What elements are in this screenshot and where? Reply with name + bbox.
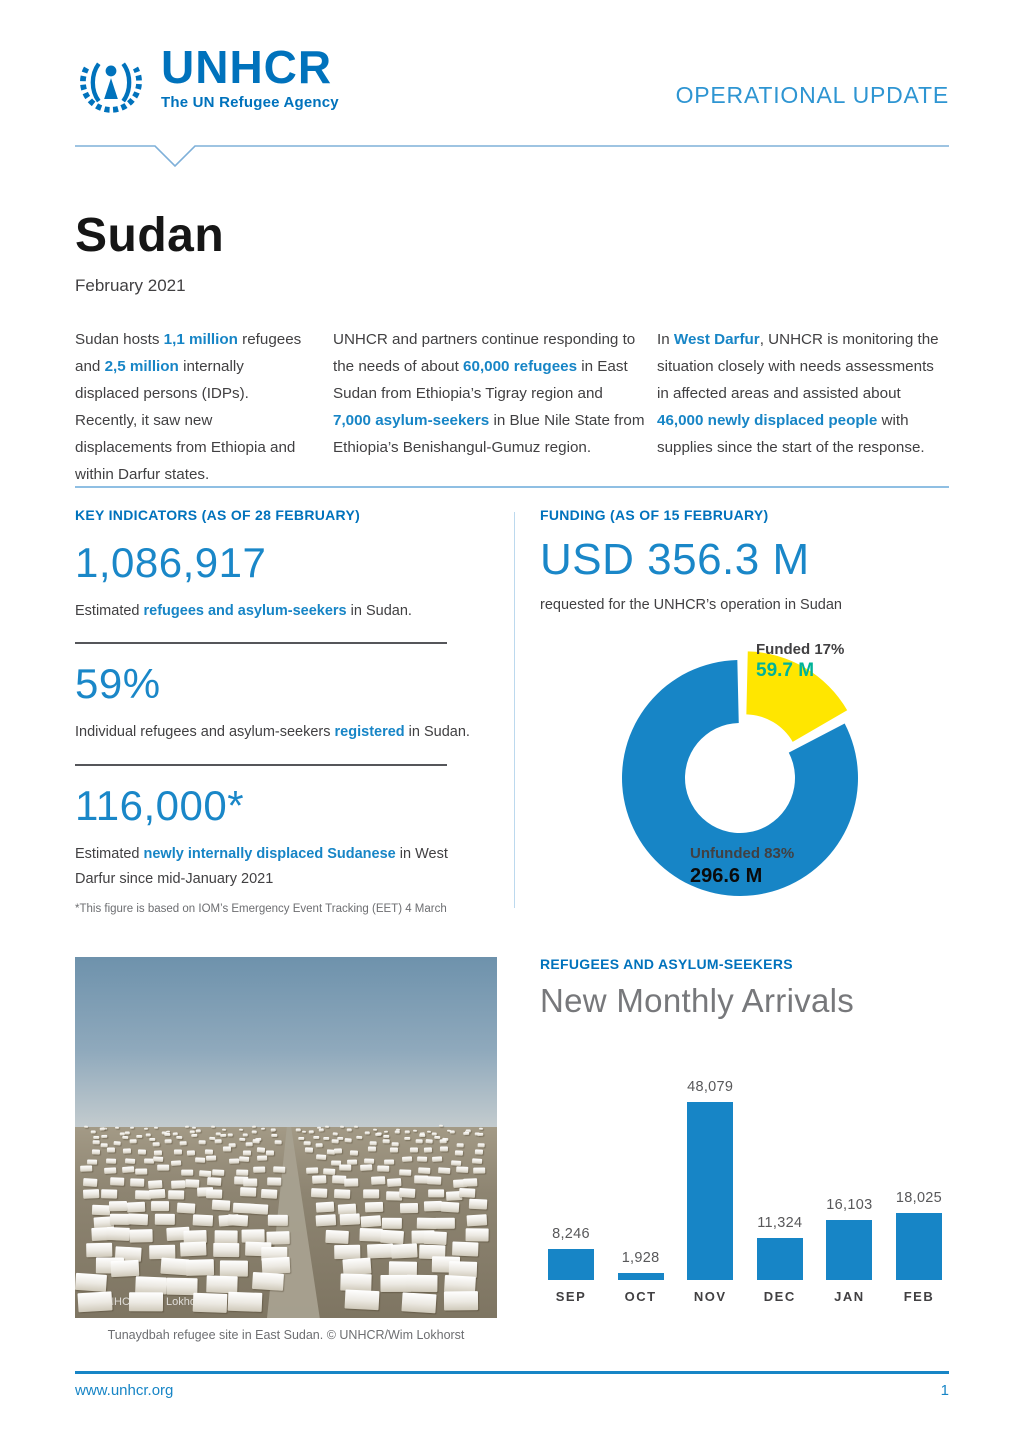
tent — [251, 1125, 255, 1127]
tent — [138, 1150, 146, 1155]
indicator-value-idps: 116,000* — [75, 781, 245, 829]
tent — [431, 1132, 436, 1135]
tent — [325, 1230, 348, 1244]
tent — [373, 1128, 377, 1130]
body-text: , UNHCR is monitoring the situation closely with needs assessments in affected areas and assisted about — [657, 331, 939, 403]
tent — [101, 1189, 117, 1198]
photo-sky — [75, 957, 497, 1127]
tent — [165, 1139, 172, 1143]
tent — [339, 1213, 360, 1225]
tent — [190, 1131, 195, 1134]
tent — [441, 1202, 459, 1213]
tent — [414, 1176, 428, 1184]
tent — [157, 1165, 169, 1171]
tent — [399, 1169, 411, 1176]
tent — [298, 1137, 304, 1140]
tent — [266, 1151, 274, 1156]
emphasis-text: 2,5 million — [104, 358, 179, 376]
tent — [250, 1203, 268, 1214]
bar — [618, 1273, 664, 1280]
tent — [104, 1167, 116, 1174]
tent — [459, 1188, 475, 1197]
tent — [316, 1201, 334, 1212]
tent — [176, 1136, 182, 1139]
indicator-footnote: *This figure is based on IOM’s Emergency Event Tracking (EET) 4 March — [75, 902, 447, 915]
bar-value-label: 48,079 — [687, 1079, 734, 1095]
page-title: Sudan — [75, 209, 225, 262]
tent — [228, 1133, 233, 1136]
tent — [268, 1177, 282, 1185]
tent — [438, 1167, 450, 1174]
arrivals-kicker: REFUGEES AND ASYLUM-SEEKERS — [540, 956, 793, 972]
tent — [130, 1179, 144, 1187]
tent — [333, 1133, 338, 1136]
tent — [479, 1128, 483, 1130]
funding-heading: FUNDING (AS OF 15 FEBRUARY) — [540, 507, 769, 523]
tent — [350, 1150, 358, 1155]
tent — [241, 1229, 264, 1242]
tent — [257, 1156, 267, 1162]
tent — [90, 1131, 95, 1134]
emphasis-text: 60,000 refugees — [463, 358, 578, 376]
tent — [106, 1227, 129, 1241]
tent — [345, 1290, 380, 1310]
bar-value-label: 8,246 — [552, 1226, 590, 1242]
tent — [92, 1140, 99, 1144]
tent — [260, 1128, 264, 1130]
tent — [180, 1241, 206, 1256]
tent — [390, 1148, 398, 1153]
tent — [151, 1201, 169, 1211]
unhcr-emblem-icon — [75, 44, 147, 118]
tent — [345, 1179, 359, 1187]
tent — [154, 1127, 158, 1129]
tent — [444, 1291, 478, 1310]
tent — [382, 1218, 402, 1229]
funding-donut-chart — [540, 623, 950, 925]
tent — [243, 1150, 251, 1155]
funded-label: Funded 17% — [756, 641, 845, 658]
body-text: with supplies since the start of the response. — [657, 412, 925, 457]
bar-month-label: NOV — [693, 1289, 727, 1304]
photo-credit-watermark: Lokhorst — [165, 1296, 209, 1308]
emphasis-text: newly internally displaced Sudanese — [143, 845, 396, 862]
tent — [88, 1159, 98, 1165]
tent — [83, 1125, 87, 1127]
bar-month-label: SEP — [555, 1289, 587, 1304]
page-number: 1 — [940, 1382, 949, 1399]
tent — [361, 1215, 382, 1228]
emphasis-text: 7,000 asylum-seekers — [333, 412, 490, 430]
tent — [338, 1203, 356, 1214]
tent — [185, 1179, 199, 1187]
tent — [171, 1180, 185, 1188]
tent — [78, 1291, 113, 1312]
funding-amount: USD 356.3 M — [540, 535, 810, 584]
tent — [400, 1203, 418, 1213]
bar-month-label: JAN — [834, 1289, 865, 1304]
tent — [106, 1158, 116, 1164]
tent — [435, 1217, 455, 1228]
tent — [334, 1189, 350, 1198]
tent — [101, 1143, 108, 1147]
tent — [192, 1293, 227, 1313]
tent — [193, 1215, 214, 1227]
tent — [149, 1189, 165, 1198]
tent — [402, 1293, 437, 1314]
emphasis-text: registered — [334, 724, 405, 741]
body-text: in Sudan. — [346, 603, 412, 619]
tent — [123, 1148, 131, 1153]
tent — [145, 1133, 150, 1136]
tent — [466, 1214, 487, 1226]
tent — [368, 1146, 376, 1151]
tent — [199, 1140, 206, 1144]
tent — [93, 1135, 99, 1138]
tent — [171, 1160, 181, 1166]
tent — [424, 1201, 442, 1212]
tent — [83, 1189, 99, 1198]
bar-month-label: OCT — [624, 1289, 657, 1304]
tent — [155, 1213, 175, 1224]
tent — [323, 1137, 329, 1140]
tent — [213, 1243, 239, 1257]
tent — [135, 1168, 147, 1175]
photo-caption: Tunaydbah refugee site in East Sudan. © UNHCR/Wim Lokhorst — [107, 1328, 465, 1342]
tent — [312, 1176, 326, 1184]
body-text: internally displaced persons (IDPs). Recently, it saw new displacements from Ethiopia and within Darfur states. — [75, 358, 296, 484]
tent — [176, 1202, 194, 1213]
tent — [199, 1170, 211, 1177]
tent — [253, 1166, 265, 1173]
tent — [456, 1143, 463, 1147]
indicator-value-refugees: 1,086,917 — [75, 539, 267, 586]
tent — [463, 1178, 477, 1186]
intro-column-2 — [333, 326, 645, 488]
tent — [228, 1291, 263, 1311]
tent — [130, 1229, 153, 1242]
tent — [75, 1272, 107, 1291]
tent — [212, 1199, 230, 1210]
tent — [212, 1169, 224, 1176]
bar-column-oct — [610, 1054, 672, 1304]
bar-month-label: FEB — [903, 1289, 935, 1304]
body-text: in West Darfur since mid-January 2021 — [75, 845, 448, 888]
document-type-label: OPERATIONAL UPDATE — [675, 82, 949, 108]
tent — [384, 1130, 388, 1132]
indicator-desc-refugees — [75, 599, 485, 624]
tent — [246, 1142, 253, 1146]
emphasis-text: West Darfur — [673, 331, 760, 348]
tent — [107, 1148, 115, 1153]
tent — [426, 1139, 433, 1143]
tent — [477, 1133, 483, 1136]
tent — [215, 1139, 222, 1143]
tent — [339, 1165, 351, 1172]
tent — [423, 1231, 446, 1245]
tent — [356, 1135, 362, 1138]
tent — [318, 1128, 323, 1131]
tent — [346, 1129, 351, 1132]
tent — [427, 1131, 431, 1133]
tent — [128, 1213, 149, 1225]
tent — [181, 1170, 193, 1176]
tent — [150, 1138, 156, 1141]
tent — [340, 1274, 372, 1292]
tent — [223, 1147, 231, 1152]
tent — [452, 1241, 478, 1256]
tent — [240, 1187, 256, 1196]
bar — [896, 1213, 942, 1280]
tent — [209, 1136, 215, 1139]
tent — [268, 1215, 288, 1226]
tent — [261, 1189, 277, 1198]
tent — [130, 1139, 137, 1143]
key-indicators-heading: KEY INDICATORS (AS OF 28 FEBRUARY) — [75, 507, 361, 523]
tent — [475, 1149, 483, 1154]
tent — [335, 1245, 361, 1259]
tent — [211, 1126, 215, 1128]
unfunded-label: Unfunded 83% — [690, 845, 795, 862]
funding-desc: requested for the UNHCR’s operation in Sudan — [540, 597, 842, 613]
tent — [323, 1168, 335, 1175]
tent — [305, 1147, 313, 1152]
intro-column-3 — [657, 326, 949, 488]
emphasis-text: refugees and asylum-seekers — [143, 603, 347, 619]
camp-aerial-photo — [75, 957, 497, 1318]
logo-tagline: The UN Refugee Agency — [161, 94, 339, 111]
tent — [302, 1131, 306, 1133]
tent — [110, 1177, 124, 1185]
column-divider — [514, 512, 515, 908]
tent — [185, 1260, 214, 1276]
key-indicators-section — [75, 507, 485, 915]
tent — [220, 1134, 226, 1137]
bar-column-sep — [540, 1054, 602, 1304]
tent — [122, 1135, 128, 1138]
tent — [153, 1156, 163, 1162]
tent — [359, 1228, 382, 1241]
tent — [410, 1148, 418, 1153]
tent — [387, 1178, 401, 1186]
tent — [383, 1140, 390, 1144]
tent — [456, 1166, 468, 1173]
tent — [407, 1275, 438, 1293]
tent — [377, 1166, 389, 1173]
arrivals-title: New Monthly Arrivals — [540, 982, 855, 1019]
tent — [136, 1135, 142, 1138]
tent — [450, 1130, 455, 1133]
tent — [391, 1243, 417, 1258]
bar-value-label: 18,025 — [895, 1190, 943, 1206]
bar-value-label: 1,928 — [621, 1250, 660, 1266]
tent — [370, 1141, 377, 1145]
tent — [367, 1243, 393, 1258]
tent — [363, 1189, 379, 1198]
tent — [83, 1178, 97, 1186]
tent — [114, 1141, 121, 1145]
tent — [206, 1275, 238, 1293]
arrivals-section — [540, 956, 950, 1304]
body-text: Sudan hosts — [75, 331, 164, 348]
tent — [91, 1205, 109, 1216]
tent — [99, 1128, 104, 1131]
tent — [191, 1134, 197, 1137]
bar-column-nov — [679, 1054, 741, 1304]
tent — [354, 1125, 358, 1127]
tent — [127, 1202, 145, 1213]
arrivals-bar-chart — [540, 1054, 950, 1304]
body-text: UNHCR and partners continue responding to the needs of about — [333, 331, 636, 376]
tent — [371, 1176, 385, 1184]
indicator-divider — [75, 764, 447, 766]
tent — [399, 1188, 415, 1198]
funding-section — [540, 507, 950, 925]
tent — [469, 1199, 487, 1210]
emphasis-text: 46,000 newly displaced people — [657, 412, 878, 430]
tent — [417, 1156, 427, 1162]
tent — [415, 1139, 422, 1143]
tent — [239, 1156, 249, 1162]
tent — [262, 1257, 291, 1274]
tent — [316, 1214, 337, 1226]
tent — [271, 1129, 276, 1132]
header-rule-chevron — [75, 144, 949, 170]
bar-column-feb — [888, 1054, 950, 1304]
tent — [311, 1188, 327, 1197]
bar-value-label: 16,103 — [826, 1197, 873, 1213]
tent — [473, 1167, 485, 1174]
section-divider — [75, 486, 949, 488]
website-link[interactable]: www.unhcr.org — [75, 1382, 174, 1399]
tent — [80, 1166, 92, 1173]
tent — [153, 1142, 160, 1146]
tent — [309, 1130, 314, 1133]
report-period: February 2021 — [75, 276, 186, 295]
indicator-divider — [75, 642, 447, 644]
bar-column-jan — [818, 1054, 880, 1304]
tent — [427, 1176, 441, 1184]
tent — [168, 1190, 184, 1199]
body-text: Estimated — [75, 845, 144, 862]
tent — [115, 1127, 119, 1129]
tent — [440, 1147, 448, 1152]
tent — [129, 1292, 163, 1311]
tent — [215, 1230, 238, 1243]
tent — [275, 1140, 282, 1144]
tent — [219, 1260, 247, 1276]
bar-value-label: 11,324 — [757, 1215, 803, 1231]
indicator-desc-idps — [75, 842, 485, 893]
indicator-desc-registered — [75, 720, 485, 745]
tent — [383, 1135, 389, 1138]
tent — [392, 1142, 399, 1146]
tent — [172, 1132, 177, 1135]
emphasis-text: 1,1 million — [163, 331, 238, 348]
tent — [239, 1138, 245, 1141]
tent — [228, 1215, 249, 1227]
tent — [304, 1141, 311, 1145]
tent — [419, 1134, 425, 1137]
tent — [395, 1131, 400, 1134]
tent — [273, 1166, 285, 1173]
body-text: Individual refugees and asylum-seekers — [75, 724, 335, 741]
tent — [187, 1151, 195, 1156]
tent — [205, 1149, 213, 1154]
logo-wordmark: UNHCR — [161, 41, 333, 93]
tent — [451, 1160, 461, 1166]
bar — [548, 1249, 594, 1280]
tent — [92, 1150, 100, 1155]
body-text: Estimated — [75, 603, 144, 619]
tent — [384, 1159, 394, 1165]
unfunded-amount: 296.6 M — [690, 865, 763, 887]
tent — [233, 1203, 251, 1214]
tent — [86, 1242, 112, 1256]
tent — [313, 1136, 319, 1139]
tent — [148, 1180, 162, 1188]
bar-month-label: DEC — [763, 1289, 796, 1304]
tent — [111, 1260, 140, 1277]
tent — [375, 1133, 381, 1136]
tent — [402, 1156, 412, 1162]
unhcr-logo — [75, 41, 339, 118]
tent — [380, 1229, 404, 1243]
intro-summary — [75, 326, 949, 488]
tent — [364, 1201, 382, 1212]
tent — [253, 1139, 260, 1143]
tent — [154, 1150, 162, 1155]
bar-column-dec — [749, 1054, 811, 1304]
bar — [757, 1238, 803, 1280]
body-text: In — [657, 331, 674, 348]
tent — [296, 1129, 301, 1132]
tent — [429, 1189, 445, 1198]
intro-column-1 — [75, 326, 307, 488]
tent — [109, 1201, 127, 1211]
body-text: in East Sudan from Ethiopia’s Tigray region and — [333, 358, 628, 403]
tent — [164, 1133, 170, 1136]
tent — [440, 1139, 447, 1143]
tent — [455, 1150, 463, 1155]
bar — [687, 1102, 733, 1280]
tent — [206, 1190, 222, 1199]
body-text: refugees and — [75, 331, 302, 376]
body-text: in Blue Nile State from Ethiopia’s Benishangul-Gumuz region. — [333, 412, 645, 457]
tent — [315, 1143, 322, 1147]
tent — [174, 1149, 182, 1154]
tent — [243, 1179, 257, 1187]
funded-amount: 59.7 M — [756, 660, 815, 681]
indicator-value-registered: 59% — [75, 660, 161, 708]
tent — [465, 1228, 488, 1241]
tent — [365, 1132, 370, 1135]
tent — [404, 1137, 410, 1140]
bar — [826, 1220, 872, 1280]
tent — [125, 1131, 130, 1134]
body-text: in Sudan. — [404, 724, 470, 741]
tent — [343, 1258, 372, 1275]
tent — [207, 1177, 221, 1185]
tent — [229, 1158, 239, 1164]
tent — [271, 1134, 277, 1137]
tent — [242, 1133, 247, 1136]
tent — [418, 1167, 430, 1174]
tent — [252, 1272, 284, 1291]
tent — [477, 1143, 484, 1147]
footer-rule — [75, 1371, 949, 1374]
